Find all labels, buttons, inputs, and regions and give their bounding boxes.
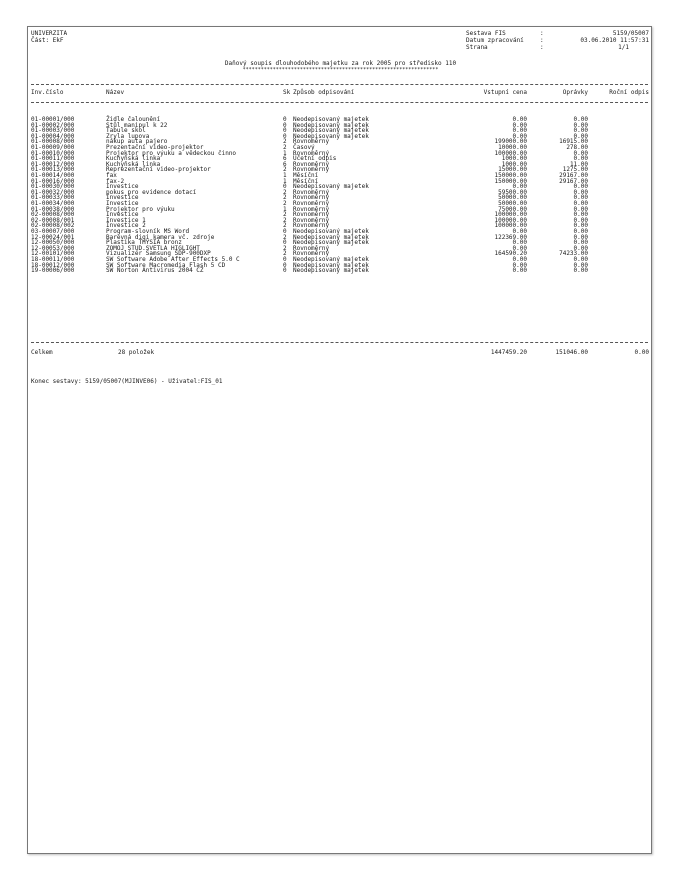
- cell-vstupni: 0.00: [512, 116, 527, 123]
- cell-inv: 12-00024/001: [31, 233, 75, 241]
- cell-inv: 01-00032/000: [31, 188, 75, 196]
- cell-opravky: 29167.00: [559, 172, 588, 179]
- cell-inv: 01-00008/000: [31, 138, 75, 146]
- cell-vstupni: 150000.00: [494, 177, 527, 185]
- cell-inv: 01-00038/000: [31, 205, 75, 213]
- cell-name: Investice: [106, 183, 139, 191]
- cell-vstupni: 199000.00: [494, 138, 527, 146]
- cell-method: Neodepisovaný majetek: [293, 261, 369, 269]
- cell-vstupni: 50000.00: [498, 200, 527, 207]
- cell-name: fax: [106, 172, 117, 179]
- cell-inv: 12-00053/000: [31, 244, 75, 252]
- cell-inv: 02-00008/001: [31, 216, 75, 224]
- cell-name: SW Software Macromedia Flash 5 CD: [106, 261, 226, 269]
- cell-vstupni: 0.00: [512, 228, 527, 235]
- cell-opravky: 11.00: [569, 160, 588, 168]
- cell-opravky: 0.00: [573, 261, 588, 269]
- cell-opravky: 1275.00: [562, 166, 588, 174]
- page-label: Strana: [466, 44, 488, 51]
- cell-inv: 01-00033/000: [31, 194, 75, 202]
- cell-sk: 2: [283, 144, 287, 151]
- col-header-rocni: Roční odpis: [609, 89, 649, 96]
- cell-opravky: 0.00: [573, 222, 588, 230]
- cell-inv: 01-00011/000: [31, 155, 75, 163]
- cell-method: Neodepisovaný majetek: [293, 228, 369, 235]
- cell-sk: 2: [283, 166, 287, 174]
- cell-method: Rovnoměrný: [293, 216, 330, 224]
- cell-opravky: 0.00: [573, 183, 588, 191]
- date-colon: :: [540, 37, 544, 44]
- cell-sk: 2: [283, 194, 287, 202]
- cell-name: Investice: [106, 211, 139, 219]
- col-header-method: Způsob odpisování: [293, 89, 355, 96]
- cell-inv: 01-00010/000: [31, 149, 75, 157]
- cell-vstupni: 10000.00: [498, 144, 527, 151]
- cell-opravky: 0.00: [573, 188, 588, 196]
- total-count: 28 položek: [118, 349, 155, 356]
- cell-vstupni: 100000.00: [494, 149, 527, 157]
- cell-sk: 2: [283, 211, 287, 219]
- col-header-vstupni: Vstupní cena: [483, 89, 527, 96]
- cell-method: Rovnoměrný: [293, 138, 330, 146]
- cell-vstupni: 0.00: [512, 127, 527, 135]
- cell-sk: 0: [283, 256, 287, 263]
- cell-inv: 01-00013/000: [31, 166, 75, 174]
- col-header-opravky: Oprávky: [562, 89, 588, 96]
- cell-name: nákup auta pajero: [106, 138, 168, 146]
- total-rule: [31, 342, 648, 343]
- cell-inv: 01-00004/000: [31, 132, 75, 140]
- processing-date: 03.06.2010 11:57:31: [580, 37, 649, 44]
- cell-inv: 18-00011/000: [31, 256, 75, 263]
- cell-opravky: 278.00: [566, 144, 588, 151]
- cell-opravky: 0.00: [573, 267, 588, 275]
- cell-sk: 0: [283, 267, 287, 275]
- report-number: 5159/05007: [612, 30, 649, 37]
- cell-sk: 2: [283, 200, 287, 207]
- cell-opravky: 0.00: [573, 116, 588, 123]
- cell-sk: 0: [283, 116, 287, 123]
- cell-method: Rovnoměrný: [293, 166, 330, 174]
- cell-method: Účetní odpis: [293, 155, 337, 163]
- cell-method: Rovnoměrný: [293, 200, 330, 207]
- cell-vstupni: 0.00: [512, 121, 527, 129]
- cell-opravky: 0.00: [573, 155, 588, 163]
- cell-inv: 18-00012/000: [31, 261, 75, 269]
- cell-sk: 0: [283, 132, 287, 140]
- cell-opravky: 0.00: [573, 244, 588, 252]
- cell-opravky: 0.00: [573, 216, 588, 224]
- cell-sk: 0: [283, 127, 287, 135]
- cell-sk: 0: [283, 228, 287, 235]
- header-rule-top: [31, 84, 648, 85]
- cell-vstupni: 75000.00: [498, 205, 527, 213]
- col-header-name: Název: [106, 89, 125, 96]
- cell-vstupni: 100000.00: [494, 222, 527, 230]
- cell-inv: 01-00012/000: [31, 160, 75, 168]
- cell-name: Projektor pro výuku a vědeckou činno: [106, 149, 237, 157]
- cell-sk: 1: [283, 205, 287, 213]
- cell-name: Investice: [106, 194, 139, 202]
- cell-method: Neodepisovaný majetek: [293, 127, 369, 135]
- cell-opravky: 74233.00: [559, 250, 588, 258]
- cell-inv: 02-00008/000: [31, 211, 75, 219]
- cell-vstupni: 0.00: [512, 244, 527, 252]
- cell-opravky: 0.00: [573, 228, 588, 235]
- cell-name: pokus pro evidence dotací: [106, 188, 197, 196]
- cell-inv: 12-00050/000: [31, 239, 75, 247]
- cell-vstupni: 0.00: [512, 261, 527, 269]
- cell-sk: 0: [283, 261, 287, 269]
- cell-vstupni: 59500.00: [498, 188, 527, 196]
- cell-sk: 2: [283, 222, 287, 230]
- cell-opravky: 0.00: [573, 211, 588, 219]
- cell-opravky: 0.00: [573, 194, 588, 202]
- cell-sk: 0: [283, 239, 287, 247]
- cell-method: Rovnoměrný: [293, 250, 330, 258]
- cell-method: Neodepisovaný majetek: [293, 116, 369, 123]
- cell-name: Zryla lupova: [106, 132, 150, 140]
- org-name: UNIVERZITA: [31, 30, 68, 37]
- report-colon: :: [540, 30, 544, 37]
- cell-name: Projektor pro výuku: [106, 205, 175, 213]
- cell-inv: 03-00007/000: [31, 228, 75, 235]
- cell-opravky: 0.00: [573, 200, 588, 207]
- cell-inv: 01-00001/000: [31, 116, 75, 123]
- cell-method: Rovnoměrný: [293, 149, 330, 157]
- cell-method: Rovnoměrný: [293, 160, 330, 168]
- cell-name: Barevná digi kamera vč. zdroje: [106, 233, 215, 241]
- cell-method: Neodepisovaný majetek: [293, 132, 369, 140]
- cell-name: ZOMOJ STUD.SVETLA HIGLIGHT: [106, 244, 200, 252]
- cell-opravky: 0.00: [573, 205, 588, 213]
- report-label: Sestava FIS: [466, 30, 506, 37]
- page-number: 1/1: [618, 44, 629, 51]
- header-rule-bottom: [31, 102, 648, 103]
- total-row: [28, 350, 653, 356]
- page-colon: :: [540, 44, 544, 51]
- cell-opravky: 0.00: [573, 127, 588, 135]
- cell-name: Investice: [106, 200, 139, 207]
- cell-name: Stůl manipul k 22: [106, 121, 168, 129]
- cell-vstupni: 15000.00: [498, 166, 527, 174]
- report-end: Konec sestavy: 5159/05007(MJINVE06) - Uživatel:FIS_01: [31, 378, 223, 385]
- date-label: Datum zpracování: [466, 37, 524, 44]
- cell-method: Rovnoměrný: [293, 205, 330, 213]
- cell-method: Rovnoměrný: [293, 211, 330, 219]
- cell-opravky: 0.00: [573, 239, 588, 247]
- col-header-sk: Sk: [283, 89, 291, 96]
- table-row: [28, 268, 653, 274]
- cell-opravky: 0.00: [573, 132, 588, 140]
- cell-opravky: 16915.00: [559, 138, 588, 146]
- cell-inv: 01-00003/000: [31, 127, 75, 135]
- cell-vstupni: 0.00: [512, 267, 527, 275]
- cell-sk: 2: [283, 233, 287, 241]
- cell-method: Rovnoměrný: [293, 244, 330, 252]
- cell-method: Neodepisovaný majetek: [293, 239, 369, 247]
- cell-sk: 1: [283, 172, 287, 179]
- cell-sk: 6: [283, 160, 287, 168]
- cell-inv: 02-00008/002: [31, 222, 75, 230]
- cell-vstupni: 100000.00: [494, 216, 527, 224]
- cell-sk: 2: [283, 138, 287, 146]
- cell-inv: 01-00016/000: [31, 177, 75, 185]
- cell-vstupni: 0.00: [512, 132, 527, 140]
- cell-sk: 1: [283, 177, 287, 185]
- cell-name: Vizualizér Samsung SDP-900DXP: [106, 250, 211, 258]
- total-label: Celkem: [31, 349, 53, 356]
- cell-vstupni: 1000.00: [501, 155, 527, 163]
- cell-method: Rovnoměrný: [293, 194, 330, 202]
- cell-name: SW Norton Antivirus 2004 CZ: [106, 267, 204, 275]
- cell-name: Reprezentační video-projektor: [106, 166, 211, 174]
- cell-sk: 2: [283, 244, 287, 252]
- cell-sk: 1: [283, 149, 287, 157]
- cell-inv: 01-00014/000: [31, 172, 75, 179]
- cell-inv: 01-00002/000: [31, 121, 75, 129]
- cell-name: Investice 1: [106, 216, 146, 224]
- cell-vstupni: 1000.00: [501, 160, 527, 168]
- cell-name: Program-slovník MS Word: [106, 228, 190, 235]
- cell-sk: 6: [283, 155, 287, 163]
- cell-inv: 01-00009/000: [31, 144, 75, 151]
- report-page: [27, 26, 652, 854]
- cell-sk: 0: [283, 121, 287, 129]
- cell-method: Neodepisovaný majetek: [293, 233, 369, 241]
- cell-inv: 19-00006/000: [31, 267, 75, 275]
- cell-method: Časový: [293, 144, 315, 151]
- cell-vstupni: 122369.00: [494, 233, 527, 241]
- cell-name: Plastika THYSIA bronz: [106, 239, 182, 247]
- cell-vstupni: 164590.20: [494, 250, 527, 258]
- cell-method: Rovnoměrný: [293, 222, 330, 230]
- cell-opravky: 0.00: [573, 121, 588, 129]
- cell-vstupni: 0.00: [512, 256, 527, 263]
- cell-vstupni: 50000.00: [498, 194, 527, 202]
- cell-opravky: 0.00: [573, 233, 588, 241]
- cell-inv: 12-00101/000: [31, 250, 75, 258]
- cell-sk: 2: [283, 216, 287, 224]
- cell-sk: 2: [283, 188, 287, 196]
- cell-method: Neodepisovaný majetek: [293, 267, 369, 275]
- cell-name: SW Software Adobe After Effects 5.0 C: [106, 256, 240, 263]
- cell-method: Rovnoměrný: [293, 188, 330, 196]
- cell-vstupni: 100000.00: [494, 211, 527, 219]
- cell-name: Investice 2: [106, 222, 146, 230]
- cell-method: Měsíční: [293, 172, 319, 179]
- cell-vstupni: 0.00: [512, 183, 527, 191]
- cell-inv: 01-00034/000: [31, 200, 75, 207]
- cell-method: Měsíční: [293, 177, 319, 185]
- col-header-inv: Inv.číslo: [31, 89, 64, 96]
- title-underline: *****************************************************************: [242, 67, 439, 73]
- cell-method: Neodepisovaný majetek: [293, 183, 369, 191]
- cell-opravky: 29167.00: [559, 177, 588, 185]
- cell-name: Prezentační video-projektor: [106, 144, 204, 151]
- total-rocni: 0.00: [634, 349, 649, 356]
- cell-name: Židle čalounění: [106, 116, 161, 123]
- cell-name: Kuchyňská linka: [106, 155, 161, 163]
- cell-vstupni: 0.00: [512, 239, 527, 247]
- cell-inv: 01-00030/000: [31, 183, 75, 191]
- cell-sk: 2: [283, 250, 287, 258]
- column-header: [28, 90, 653, 96]
- total-opravky: 151046.00: [555, 349, 588, 356]
- cell-name: Kuchyňská linka: [106, 160, 161, 168]
- cell-name: fax-2: [106, 177, 125, 185]
- cell-opravky: 0.00: [573, 149, 588, 157]
- report-title: Daňový soupis dlouhodobého majetku za rok 2005 pro středisko 110: [224, 60, 457, 67]
- total-vstupni: 1447459.20: [490, 349, 527, 356]
- cell-sk: 0: [283, 183, 287, 191]
- cell-method: Neodepisovaný majetek: [293, 121, 369, 129]
- cell-method: Neodepisovaný majetek: [293, 256, 369, 263]
- cell-opravky: 0.00: [573, 256, 588, 263]
- cell-vstupni: 150000.00: [494, 172, 527, 179]
- dept-name: Část: EkF: [31, 37, 64, 44]
- cell-name: Tabule skol: [106, 127, 146, 135]
